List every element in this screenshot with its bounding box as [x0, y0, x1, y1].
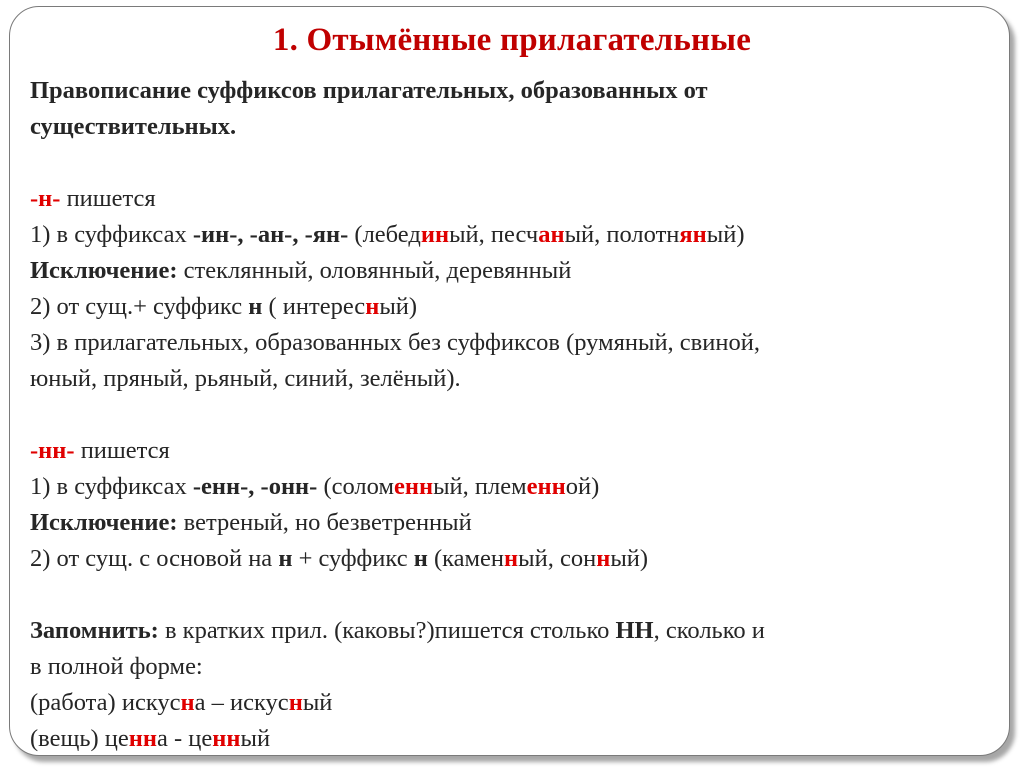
- slide-title: 1. Отымённые прилагательные: [272, 22, 752, 58]
- highlight: енн: [526, 473, 566, 500]
- highlight: н: [365, 293, 380, 320]
- highlight: н: [596, 545, 611, 572]
- example-text: ый: [240, 725, 271, 752]
- remember-example-2: [30, 721, 990, 757]
- n-exception: [30, 253, 990, 289]
- n-rule-1-text: ый, полотн: [564, 221, 680, 248]
- intro-line-1: Правописание суффиксов прилагательных, образованных от: [30, 77, 708, 104]
- nn-rule-2-text: (камен: [427, 545, 505, 572]
- highlight: нн: [212, 725, 241, 752]
- highlight: н: [180, 689, 195, 716]
- nn-rule-1-text: (солом: [317, 473, 394, 500]
- remember-bold: НН: [615, 617, 654, 644]
- nn-rule-2-text: ый): [610, 545, 649, 572]
- n-section-heading: [30, 181, 990, 217]
- nn-rule-2-bold: н: [413, 545, 428, 572]
- exception-text: ветреный, но безветренный: [177, 509, 472, 536]
- nn-heading-mark: -нн-: [30, 437, 75, 464]
- n-rule-1-text: (лебед: [348, 221, 421, 248]
- example-text: (работа) искус: [30, 689, 181, 716]
- spacer: [30, 145, 990, 181]
- remember-line-1: [30, 613, 990, 649]
- nn-rule-1-text: 1) в суффиксах: [30, 473, 193, 500]
- exception-label: Исключение:: [30, 257, 178, 284]
- intro-line-2: существительных.: [30, 113, 237, 140]
- n-rule-2-suffix: н: [248, 293, 263, 320]
- highlight: н: [504, 545, 519, 572]
- nn-rule-2-bold: н: [278, 545, 293, 572]
- nn-rule-2-text: + суффикс: [292, 545, 414, 572]
- nn-heading-text: пишется: [74, 437, 170, 464]
- n-rule-3-line-1: 3) в прилагательных, образованных без суффиксов (румяный, свиной,: [30, 329, 760, 356]
- exception-text: стеклянный, оловянный, деревянный: [177, 257, 572, 284]
- highlight: ян: [679, 221, 707, 248]
- highlight: нн: [128, 725, 157, 752]
- n-rule-3-line-2: юный, пряный, рьяный, синий, зелёный).: [30, 365, 461, 392]
- highlight: енн: [393, 473, 434, 500]
- nn-rule-1: [30, 469, 990, 505]
- n-rule-2-text: 2) от сущ.+ суффикс: [30, 293, 249, 320]
- nn-exception: [30, 505, 990, 541]
- nn-rule-2-text: 2) от сущ. с основой на: [30, 545, 279, 572]
- remember-line-2: в полной форме:: [30, 653, 203, 680]
- n-rule-2: [30, 289, 990, 325]
- nn-rule-2: [30, 541, 990, 577]
- n-rule-1-text: ый, песч: [449, 221, 539, 248]
- example-text: а - це: [157, 725, 213, 752]
- nn-rule-2-text: ый, сон: [518, 545, 597, 572]
- exception-label: Исключение:: [30, 509, 178, 536]
- remember-label: Запомнить:: [30, 617, 159, 644]
- n-rule-2-text: ( интерес: [262, 293, 366, 320]
- n-rule-1-text: ый): [706, 221, 745, 248]
- example-text: (вещь) це: [30, 725, 129, 752]
- remember-example-1: [30, 685, 990, 721]
- highlight: ин: [420, 221, 450, 248]
- highlight: ан: [538, 221, 565, 248]
- n-rule-1-suffixes: -ин-, -ан-, -ян-: [192, 221, 349, 248]
- n-rule-1-text: 1) в суффиксах: [30, 221, 193, 248]
- n-heading-mark: -н-: [30, 185, 61, 212]
- nn-rule-1-text: ой): [565, 473, 600, 500]
- example-text: а – искус: [194, 689, 289, 716]
- nn-section-heading: [30, 433, 990, 469]
- remember-text: , сколько и: [653, 617, 765, 644]
- remember-text: в кратких прил. (каковы?)пишется столько: [158, 617, 616, 644]
- n-rule-2-text: ый): [379, 293, 418, 320]
- nn-rule-1-text: ый, плем: [433, 473, 527, 500]
- n-rule-1: [30, 217, 990, 253]
- slide-content: [30, 73, 990, 757]
- n-heading-text: пишется: [60, 185, 156, 212]
- spacer: [30, 397, 990, 433]
- example-text: ый: [302, 689, 333, 716]
- highlight: н: [288, 689, 303, 716]
- spacer: [30, 577, 990, 613]
- nn-rule-1-suffixes: -енн-, -онн-: [192, 473, 318, 500]
